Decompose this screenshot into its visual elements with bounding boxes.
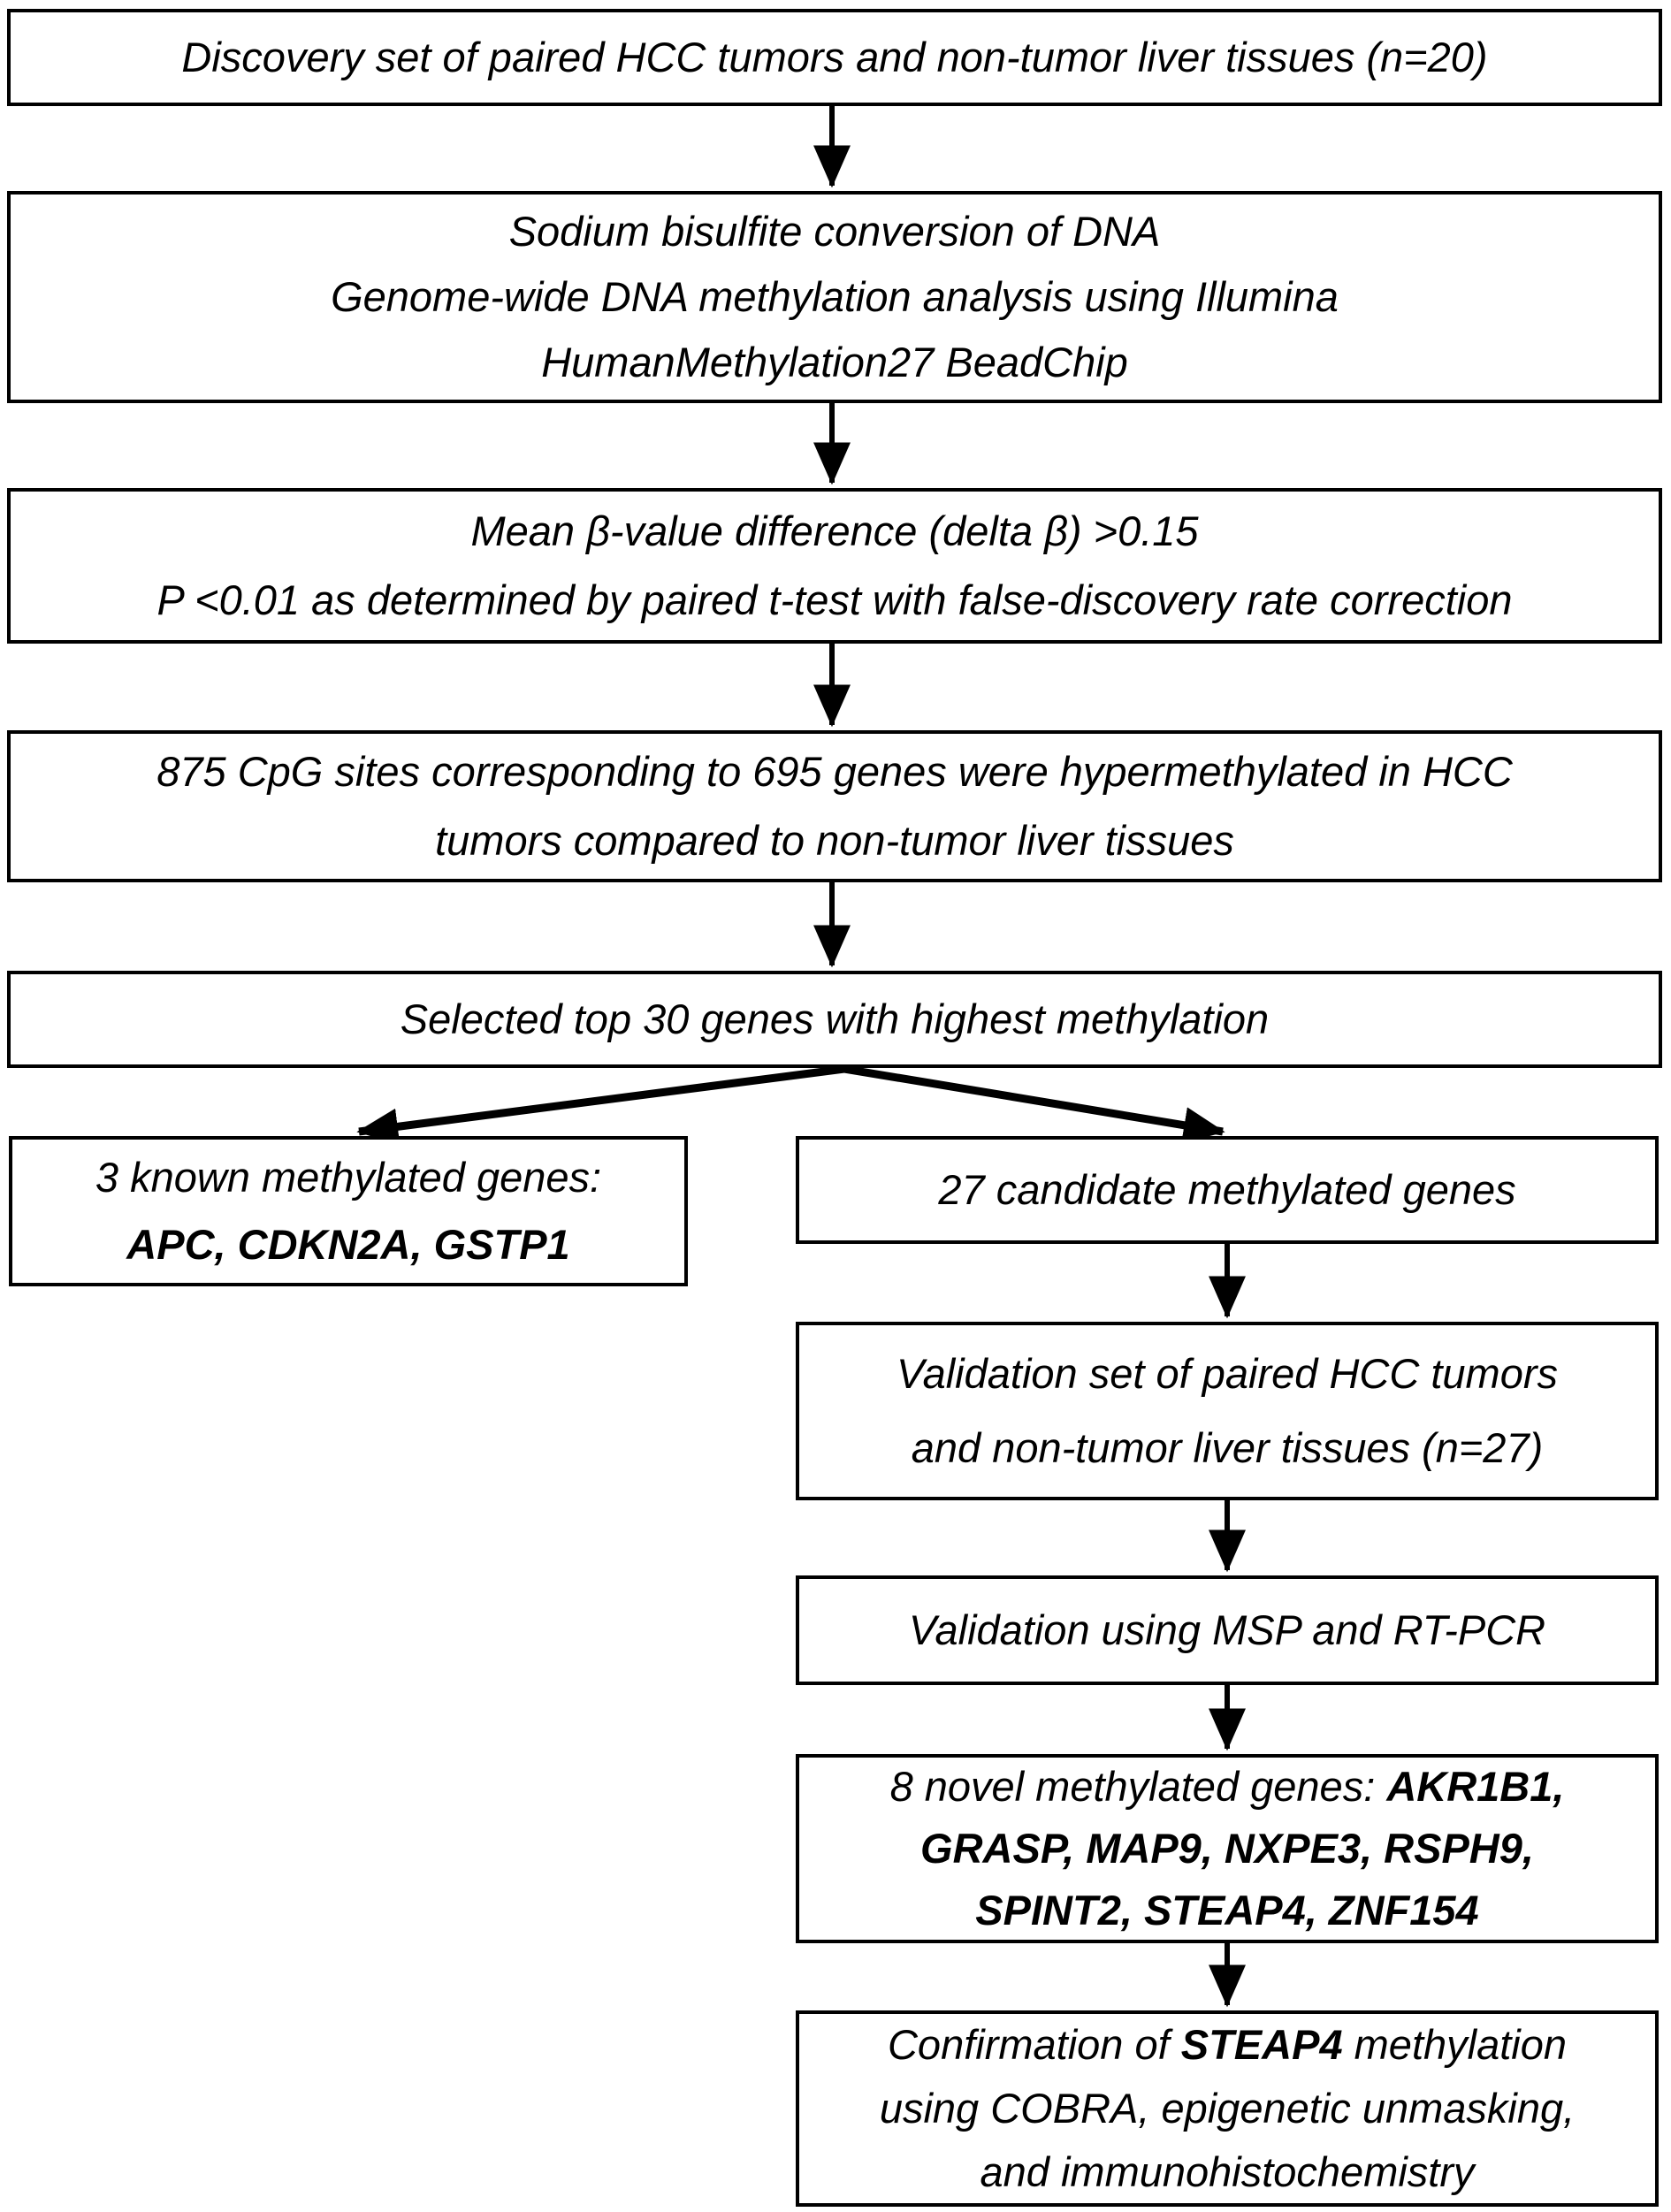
box-text-line	[980, 2140, 1475, 2204]
box-steap4-confirmation	[796, 2010, 1659, 2207]
box-validation-set	[796, 1322, 1659, 1500]
box-text-line	[181, 27, 1487, 88]
gene-names-bold-text: APC, CDKN2A, GSTP1	[126, 1221, 570, 1268]
text-segment: 8 novel methylated genes:	[889, 1763, 1387, 1810]
arrow-top30-fork-to-known-and-candidate	[359, 1069, 1223, 1132]
box-novel-methylated-genes	[796, 1754, 1659, 1943]
gene-names-bold-text: STEAP4	[1180, 2021, 1343, 2068]
box-text-line	[156, 566, 1512, 635]
box-known-methylated-genes	[9, 1136, 688, 1286]
box-text-line	[95, 1144, 601, 1211]
text-segment: 875 CpG sites corresponding to 695 genes were hypermethylated in HCC	[156, 748, 1513, 795]
box-text-line	[470, 497, 1198, 566]
gene-names-bold-text: AKR1B1,	[1386, 1763, 1565, 1810]
box-text-line	[126, 1211, 569, 1278]
box-text-line	[401, 988, 1269, 1050]
text-segment: Validation using MSP and RT-PCR	[908, 1606, 1546, 1653]
box-text-line	[435, 806, 1234, 875]
text-segment: P <0.01 as determined by paired t-test with false-discovery rate correction	[156, 576, 1513, 623]
box-text-line	[975, 1880, 1478, 1941]
box-text-line	[912, 1411, 1543, 1485]
text-segment: Selected top 30 genes with highest methylation	[400, 995, 1270, 1042]
text-segment: Sodium bisulfite conversion of DNA	[508, 208, 1161, 255]
box-cpg-sites-result	[7, 730, 1662, 882]
text-segment: Mean β-value difference (delta β) >0.15	[470, 507, 1199, 554]
gene-names-bold-text: GRASP, MAP9, NXPE3, RSPH9,	[920, 1825, 1534, 1872]
box-candidate-methylated-genes	[796, 1136, 1659, 1244]
text-segment: and non-tumor liver tissues (n=27)	[911, 1424, 1544, 1471]
box-text-line	[509, 199, 1161, 264]
box-text-line	[909, 1599, 1545, 1661]
box-bisulfite-conversion	[7, 191, 1662, 403]
box-text-line	[156, 737, 1513, 806]
gene-names-bold-text: SPINT2, STEAP4, ZNF154	[975, 1887, 1479, 1934]
box-text-line	[920, 1818, 1534, 1880]
text-segment: Genome-wide DNA methylation analysis using Illumina	[331, 273, 1339, 320]
text-segment: 27 candidate methylated genes	[938, 1166, 1516, 1213]
text-segment: Validation set of paired HCC tumors	[897, 1350, 1558, 1397]
box-text-line	[541, 330, 1128, 395]
text-segment: and immunohistochemistry	[980, 2148, 1475, 2195]
box-text-line	[890, 1756, 1565, 1818]
text-segment: using COBRA, epigenetic unmasking,	[879, 2085, 1576, 2132]
box-text-line	[897, 1337, 1558, 1411]
text-segment: 3 known methylated genes:	[95, 1154, 602, 1201]
box-msp-rtpcr-validation	[796, 1575, 1659, 1685]
text-segment: Confirmation of	[887, 2021, 1181, 2068]
text-segment: Discovery set of paired HCC tumors and non-tumor liver tissues (n=20)	[181, 34, 1488, 80]
box-text-line	[880, 2077, 1575, 2140]
box-discovery-set	[7, 9, 1662, 106]
box-text-line	[938, 1159, 1515, 1221]
box-text-line	[888, 2013, 1567, 2077]
box-beta-value-filter	[7, 488, 1662, 644]
text-segment: tumors compared to non-tumor liver tissues	[435, 817, 1234, 864]
text-segment: HumanMethylation27 BeadChip	[541, 339, 1128, 385]
box-text-line	[331, 264, 1339, 330]
box-top30-selection	[7, 971, 1662, 1068]
text-segment: methylation	[1342, 2021, 1567, 2068]
